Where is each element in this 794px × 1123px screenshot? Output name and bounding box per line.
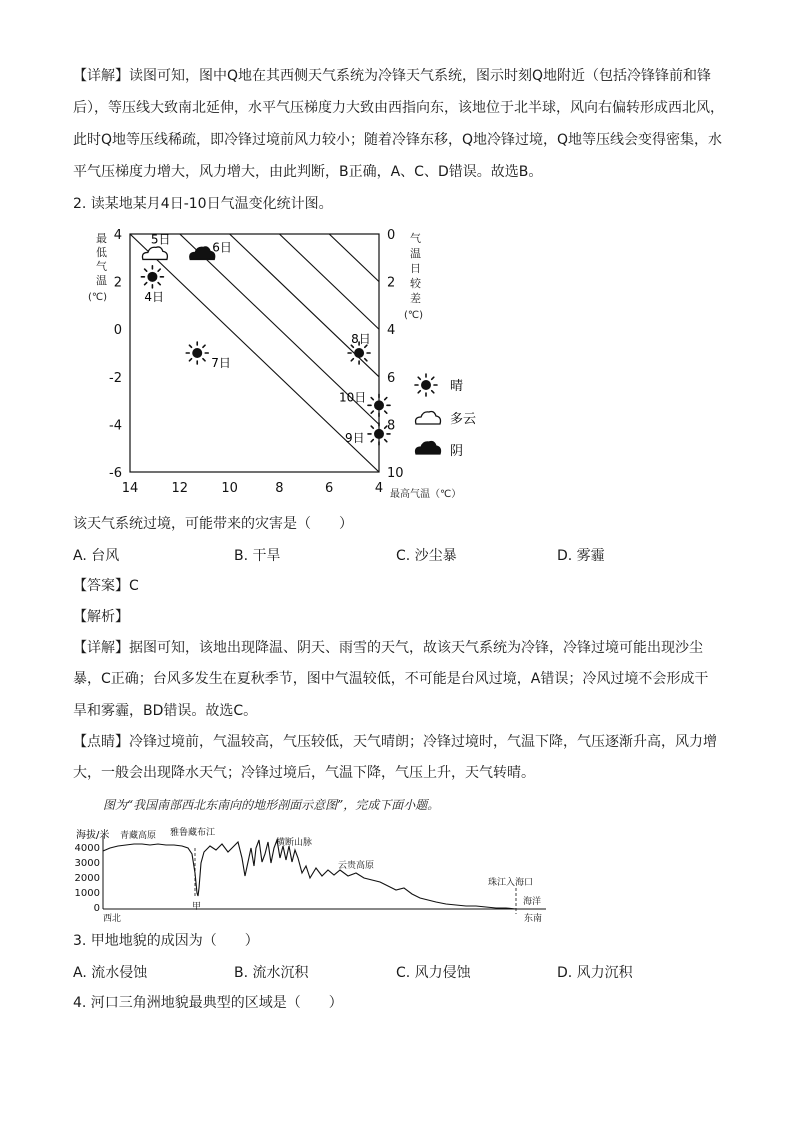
q1-explanation-line: 【详解】读图可知，图中Q地在其西侧天气系统为冷锋天气系统，图示时刻Q地附近（包括冷锋锋前和锋 [73, 68, 712, 84]
q2-tip-line: 【点睛】冷锋过境前，气温较高，气压较低，天气晴朗；冷锋过境时，气温下降，气压逐渐升高，风力增 [73, 734, 717, 750]
q1-explanation-line: 后），等压线大致南北延伸，水平气压梯度力大致由西指向东，该地位于北半球，风向右偏转形成西北风， [73, 100, 724, 116]
y2-tick-label: 2 [387, 275, 396, 291]
svg-text:低: 低 [96, 246, 107, 259]
cloud-icon [416, 412, 441, 425]
point-label: 7日 [211, 356, 231, 370]
y2-tick-label: 4 [387, 323, 396, 339]
answer: 【答案】C [73, 578, 139, 594]
sun-icon [141, 266, 163, 288]
x-axis-label: 最高气温（℃） [390, 489, 462, 500]
label-ocean: 海洋 [523, 897, 542, 907]
range-isoline [130, 234, 379, 472]
svg-text:气: 气 [96, 260, 107, 273]
range-isoline [130, 220, 379, 282]
label-yungui: 云贵高原 [338, 861, 375, 871]
sun-icon [368, 394, 390, 416]
q2-options [73, 545, 753, 565]
q2-detail-line: 旱和雾霾，BD错误。故选C。 [73, 703, 258, 719]
option-a[interactable]: A. 流水侵蚀 [73, 965, 148, 981]
label-northwest: 西北 [103, 914, 122, 924]
tick-label: 3000 [74, 858, 100, 869]
sun-icon [186, 342, 208, 364]
overcast-icon [190, 247, 215, 259]
label-pearl-river-mouth: 珠江入海口 [488, 878, 534, 888]
y-tick-label: 4 [113, 228, 122, 243]
option-c[interactable]: C. 沙尘暴 [396, 548, 457, 564]
q2-question: 该天气系统过境，可能带来的灾害是（ ） [73, 516, 353, 532]
option-d[interactable]: D. 风力沉积 [557, 965, 633, 981]
y2-tick-label: 0 [387, 228, 396, 243]
label-yarlung-river: 雅鲁藏布江 [170, 828, 216, 838]
option-b[interactable]: B. 干旱 [234, 548, 281, 564]
option-a[interactable]: A. 台风 [73, 548, 120, 564]
y-axis-label [88, 232, 107, 303]
q4-question: 4. 河口三角洲地貌最典型的区域是（ ） [73, 995, 343, 1011]
point-label: 5日 [150, 232, 171, 247]
point-label: 6日 [212, 240, 232, 255]
terrain-line [103, 840, 546, 909]
label-hengduan: 横断山脉 [276, 838, 313, 848]
q34-intro: 图为“我国南部西北东南向的地形剖面示意图”，完成下面小题。 [103, 798, 440, 812]
y2-tick-label: 8 [387, 418, 396, 434]
x-tick-label: 10 [221, 481, 238, 496]
svg-text:最: 最 [96, 232, 107, 245]
label-southeast: 东南 [524, 914, 543, 924]
legend [415, 374, 476, 459]
q3-question: 3. 甲地地貌的成因为（ ） [73, 933, 259, 949]
q2-detail-line: 暴，C正确；台风多发生在夏秋季节，图中气温较低，不可能是台风过境，A错误；冷风过境不会形成干 [73, 671, 709, 687]
tick-label: 2000 [74, 873, 100, 884]
svg-text:温: 温 [96, 274, 107, 287]
option-c[interactable]: C. 风力侵蚀 [396, 965, 471, 981]
q2-tip-line: 大，一般会出现降水天气；冷锋过境后，气温下降，气压上升，天气转晴。 [73, 765, 535, 781]
svg-text:差: 差 [410, 292, 421, 305]
svg-text:气: 气 [410, 232, 421, 245]
q1-explanation-line: 此时Q地等压线稀疏，即冷锋过境前风力较小；随着冷锋东移，Q地冷锋过境，Q地等压线会变得密集，水 [73, 132, 723, 148]
tick-label: 1000 [74, 888, 100, 899]
terrain-profile [0, 818, 794, 928]
temperature-chart [0, 220, 794, 530]
sun-icon [415, 374, 437, 396]
y-tick-label: 0 [113, 323, 122, 339]
point-label: 9日 [345, 430, 365, 445]
x-tick-label: 6 [325, 481, 334, 496]
svg-text:较: 较 [410, 277, 421, 290]
svg-text:日: 日 [410, 262, 421, 275]
x-tick-label: 4 [374, 481, 384, 496]
q2-stem: 2. 读某地某月4日-10日气温变化统计图。 [73, 196, 333, 212]
label-jia: 甲 [192, 902, 202, 912]
y2-tick-label: 6 [387, 370, 396, 386]
point-label: 10日 [339, 390, 367, 405]
q2-detail-line: 【详解】据图可知，该地出现降温、阴天、雨雪的天气，故该天气系统为冷锋，冷锋过境可能出现沙尘 [73, 640, 703, 656]
legend-label: 多云 [450, 412, 477, 427]
y2-axis-label [404, 231, 423, 321]
analysis-heading: 【解析】 [73, 609, 129, 625]
svg-text:(℃): (℃) [404, 310, 424, 321]
x-tick-label: 12 [171, 481, 189, 496]
point-label: 4日 [144, 289, 165, 304]
x-tick-label: 8 [275, 481, 284, 496]
y-tick-label: -2 [109, 370, 122, 386]
legend-label: 晴 [450, 379, 464, 394]
overcast-icon [416, 442, 441, 455]
y-tick-label: -4 [109, 418, 122, 434]
label-qinghai-tibet: 青藏高原 [120, 831, 157, 841]
x-tick-label: 14 [121, 481, 139, 496]
point-label: 8日 [351, 332, 371, 346]
option-d[interactable]: D. 雾霾 [557, 548, 605, 564]
q1-explanation-line: 平气压梯度力增大，风力增大，由此判断，B正确，A、C、D错误。故选B。 [73, 164, 543, 180]
tick-label: 4000 [74, 843, 100, 854]
y-tick-label: -6 [109, 466, 122, 481]
y-tick-label: 2 [113, 275, 122, 291]
svg-text:(℃): (℃) [88, 292, 108, 303]
y2-tick-label: 10 [387, 466, 404, 481]
svg-text:温: 温 [410, 247, 421, 260]
sun-icon [368, 423, 390, 445]
legend-label: 阴 [450, 444, 464, 459]
tick-label: 0 [93, 903, 100, 914]
option-b[interactable]: B. 流水沉积 [234, 965, 309, 981]
y-axis-label: 海拔/米 [76, 830, 110, 841]
q3-options [73, 962, 753, 982]
